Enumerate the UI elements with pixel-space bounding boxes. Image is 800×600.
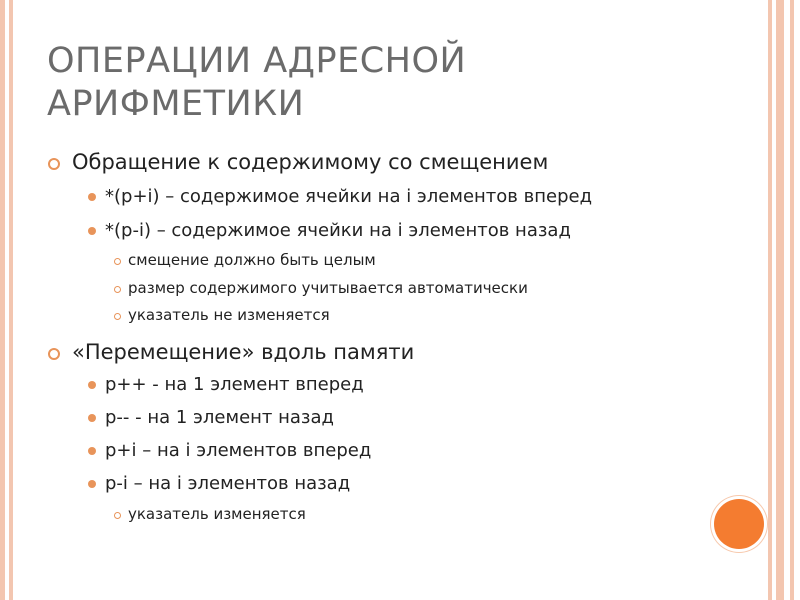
- list-item: [72, 150, 548, 174]
- list-item-text: *(p-i) – содержимое ячейки на i элементов назад: [105, 220, 571, 241]
- list-item: [105, 440, 371, 461]
- list-item: [72, 340, 414, 364]
- list-item-text: указатель изменяется: [128, 505, 306, 523]
- slide-title-line: АРИФМЕТИКИ: [47, 84, 305, 124]
- list-item: [105, 374, 364, 395]
- list-item: [128, 251, 376, 269]
- list-item-text: Обращение к содержимому со смещением: [72, 150, 549, 174]
- bullet-ring-icon: [114, 313, 121, 320]
- bullet-circle-icon: [48, 158, 60, 170]
- bullet-dot-icon: [88, 414, 96, 422]
- list-item-text: смещение должно быть целым: [128, 251, 376, 269]
- list-item-text: указатель не изменяется: [128, 306, 330, 324]
- list-item-text: размер содержимого учитывается автоматически: [128, 279, 528, 297]
- bullet-dot-icon: [88, 480, 96, 488]
- decorative-circle-icon: [714, 499, 764, 549]
- list-item-text: p++ - на 1 элемент вперед: [105, 374, 364, 395]
- bullet-dot-icon: [88, 381, 96, 389]
- list-item: [128, 279, 528, 297]
- bullet-ring-icon: [114, 512, 121, 519]
- list-item: [105, 220, 571, 241]
- list-item: [105, 473, 350, 494]
- slide-title: [47, 40, 727, 126]
- list-item: [105, 186, 592, 207]
- list-item-text: «Перемещение» вдоль памяти: [72, 340, 415, 364]
- left-border-stripe: [9, 0, 13, 600]
- left-border-stripe: [0, 0, 5, 600]
- bullet-dot-icon: [88, 447, 96, 455]
- list-item-text: p-i – на i элементов назад: [105, 473, 351, 494]
- list-item: [128, 306, 330, 324]
- right-border-stripe: [776, 0, 784, 600]
- list-item-text: *(p+i) – содержимое ячейки на i элементов вперед: [105, 186, 593, 207]
- list-item: [128, 505, 306, 523]
- slide-title-line: ОПЕРАЦИИ АДРЕСНОЙ: [47, 41, 467, 81]
- right-border-stripe: [768, 0, 772, 600]
- list-item-text: p-- - на 1 элемент назад: [105, 407, 334, 428]
- bullet-circle-icon: [48, 348, 60, 360]
- bullet-ring-icon: [114, 258, 121, 265]
- bullet-dot-icon: [88, 227, 96, 235]
- bullet-ring-icon: [114, 286, 121, 293]
- list-item-text: p+i – на i элементов вперед: [105, 440, 372, 461]
- bullet-dot-icon: [88, 193, 96, 201]
- right-border-stripe: [790, 0, 794, 600]
- list-item: [105, 407, 334, 428]
